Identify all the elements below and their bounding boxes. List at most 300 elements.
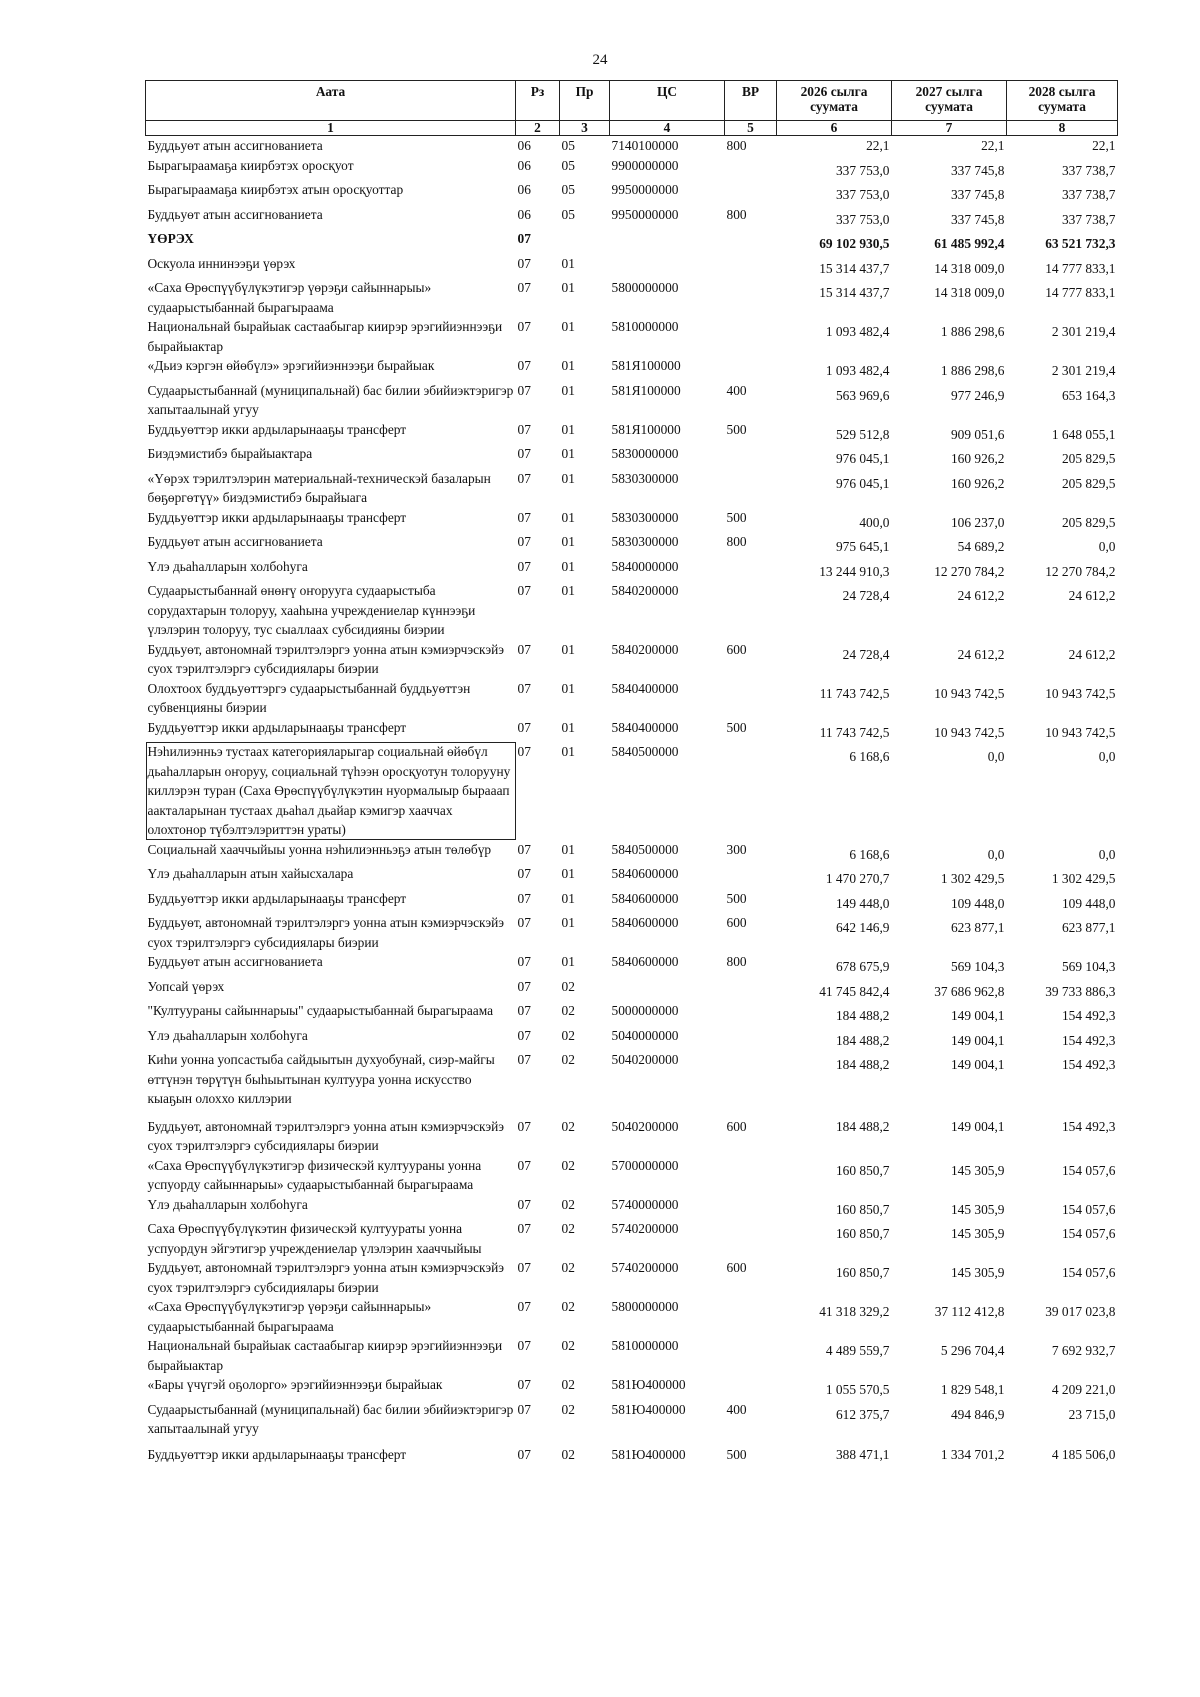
expense-name: Буддьуөттэр икки ардыларынааҕы трансферт	[147, 421, 407, 437]
table-row	[146, 1026, 1118, 1051]
table-row	[146, 742, 1118, 840]
expense-name: Нэһилиэнньэ тустаах категорияларыгар социальнай өйөбүл дьаһалларын оҥоруу, социальнай түһээн оросқуотун толорууну киллэрэн туран (Саха Өрөспүүбүлүкэтин нуормалыыр бырааап аакталарынан тустаах дьаһал дьайар кэмигэр хааччах олохтонор түбэлтэлэриттэн ураты)	[146, 742, 516, 840]
amount-2028: 337 738,7	[1061, 211, 1116, 227]
header-rz: Рз	[516, 81, 560, 121]
section-code: 06	[517, 157, 531, 173]
amount-2028: 39 733 886,3	[1045, 983, 1116, 999]
amount-2026: 160 850,7	[835, 1226, 890, 1241]
table-row	[146, 278, 1118, 317]
table-row	[146, 1400, 1118, 1439]
amount-2026: 149 448,0	[835, 895, 890, 911]
subsection-code: 01	[561, 470, 575, 486]
amount-2026: 184 488,2	[835, 1008, 890, 1023]
amount-2027: 0,0	[987, 749, 1005, 764]
subsection-code: 02	[561, 1196, 575, 1212]
section-code: 07	[517, 255, 531, 271]
amount-2027: 24 612,2	[957, 588, 1005, 603]
section-code: 07	[517, 231, 531, 246]
table-row	[146, 356, 1118, 381]
header-cs: ЦС	[610, 81, 725, 121]
table-row	[146, 1156, 1118, 1195]
amount-2028: 0,0	[1098, 749, 1116, 764]
amount-2026: 4 489 559,7	[825, 1343, 890, 1358]
amount-2027: 14 318 009,0	[934, 260, 1005, 276]
amount-2026: 678 675,9	[835, 959, 890, 974]
expense-name: Киһи уонна уопсастыба сайдыытын духуобунай, сиэр-майгы өттүнэн төрүтүн быһыытынан култуура уонна искусство кыаҕын олоххо киллэрии	[147, 1052, 495, 1106]
amount-2026: 1 093 482,4	[825, 324, 890, 339]
amount-2026: 184 488,2	[835, 1032, 890, 1048]
section-code: 06	[517, 206, 531, 222]
amount-2026: 337 753,0	[835, 211, 890, 227]
section-code: 07	[517, 1052, 531, 1067]
expense-type-code	[725, 742, 777, 840]
expense-name: Биэдэмистибэ бырайыактара	[147, 446, 313, 461]
column-index-row	[146, 121, 1118, 136]
subsection-code: 02	[561, 1338, 575, 1353]
subsection-code: 01	[561, 280, 575, 295]
target-article-code: 9950000000	[611, 206, 679, 222]
amount-2026: 15 314 437,7	[819, 260, 890, 276]
amount-2027: 109 448,0	[950, 895, 1005, 911]
target-article-code: 5840400000	[611, 680, 679, 696]
column-index: 1	[146, 121, 516, 136]
table-row	[146, 508, 1118, 533]
amount-2028: 109 448,0	[1061, 895, 1116, 911]
section-code: 07	[517, 1446, 531, 1462]
subsection-code: 01	[561, 358, 575, 373]
table-row	[146, 1195, 1118, 1220]
subsection-code: 01	[561, 446, 575, 461]
table-row	[146, 1439, 1118, 1465]
amount-2028: 7 692 932,7	[1051, 1343, 1116, 1358]
amount-2026: 24 728,4	[842, 588, 890, 603]
table-row	[146, 229, 1118, 254]
amount-2028: 154 492,3	[1061, 1118, 1116, 1134]
expense-type-code: 600	[726, 1260, 747, 1275]
subsection-code: 01	[561, 421, 575, 437]
page-number: 24	[592, 52, 608, 68]
section-code: 07	[517, 744, 531, 759]
amount-2028: 10 943 742,5	[1045, 685, 1116, 701]
amount-2027: 1 886 298,6	[940, 363, 1005, 378]
amount-2028: 22,1	[1092, 138, 1116, 153]
amount-2027: 160 926,2	[950, 451, 1005, 466]
subsection-code: 01	[561, 382, 575, 398]
target-article-code: 5840600000	[611, 866, 679, 881]
target-article-code: 5840200000	[611, 641, 679, 657]
section-code: 07	[517, 382, 531, 398]
target-article-code: 5840500000	[611, 744, 679, 759]
section-code: 07	[517, 1377, 531, 1392]
expense-name: Буддьуөт атын ассигнованиета	[147, 138, 323, 153]
expense-type-code: 800	[726, 954, 747, 969]
amount-2027: 10 943 742,5	[934, 724, 1005, 740]
amount-2028: 1 648 055,1	[1051, 426, 1116, 442]
header-vr: ВР	[725, 81, 777, 121]
expense-type-code	[725, 557, 777, 582]
section-code: 07	[517, 1157, 531, 1173]
target-article-code: 9950000000	[611, 182, 679, 197]
table-row	[146, 136, 1118, 156]
header-pr: Пр	[560, 81, 610, 121]
section-code: 07	[517, 978, 531, 994]
expense-type-code: 400	[726, 382, 747, 398]
expense-type-code	[725, 679, 777, 718]
amount-2026: 15 314 437,7	[819, 285, 890, 300]
section-code: 07	[517, 358, 531, 373]
amount-2027: 14 318 009,0	[934, 285, 1005, 300]
section-code: 07	[517, 1027, 531, 1043]
expense-name: Национальнай бырайыак састаабыгар киирэр эрэгийиэннээҕи бырайыактар	[147, 319, 503, 354]
amount-2028: 154 492,3	[1061, 1057, 1116, 1072]
amount-2027: 22,1	[981, 138, 1005, 153]
expense-name: «Саха Өрөспүүбүлүкэтигэр физическэй култуураны уонна успуорду сайыннарыы» судаарыстыбаннай бырагыраама	[147, 1157, 482, 1192]
expense-type-code	[725, 229, 777, 254]
section-code: 07	[517, 680, 531, 696]
amount-2027: 977 246,9	[950, 387, 1005, 403]
table-row	[146, 1375, 1118, 1400]
table-row	[146, 581, 1118, 640]
amount-2026: 6 168,6	[849, 749, 890, 764]
section-code: 06	[517, 138, 531, 153]
subsection-code: 01	[561, 680, 575, 696]
target-article-code: 5740200000	[611, 1260, 679, 1275]
amount-2026: 22,1	[866, 138, 890, 153]
amount-2027: 37 686 962,8	[934, 983, 1005, 999]
target-article-code	[610, 254, 725, 279]
subsection-code: 01	[561, 744, 575, 759]
target-article-code: 5800000000	[611, 1299, 679, 1314]
table-row	[146, 1109, 1118, 1156]
amount-2027: 1 334 701,2	[940, 1446, 1005, 1462]
amount-2028: 10 943 742,5	[1045, 724, 1116, 740]
target-article-code: 9900000000	[611, 157, 679, 173]
target-article-code: 581Ю400000	[611, 1446, 686, 1462]
amount-2027: 149 004,1	[950, 1008, 1005, 1023]
amount-2026: 976 045,1	[835, 475, 890, 491]
target-article-code: 5000000000	[611, 1003, 679, 1018]
target-article-code: 7140100000	[611, 138, 679, 153]
subsection-code: 01	[561, 509, 575, 525]
amount-2026: 975 645,1	[835, 539, 890, 554]
amount-2028: 14 777 833,1	[1045, 285, 1116, 300]
table-row	[146, 254, 1118, 279]
subsection-code: 01	[561, 719, 575, 735]
target-article-code: 5830300000	[611, 509, 679, 525]
expense-name: Буддьуөт, автономнай тэрилтэлэргэ уонна атын кэмиэрчэскэйэ суох тэрилтэлэргэ субсидиялары биэрии	[147, 1118, 505, 1153]
subsection-code: 01	[561, 558, 575, 574]
amount-2027: 54 689,2	[957, 539, 1005, 554]
expense-name: Национальнай бырайыак састаабыгар киирэр эрэгийиэннээҕи бырайыактар	[147, 1338, 503, 1373]
amount-2028: 0,0	[1098, 846, 1116, 862]
target-article-code: 5840600000	[611, 890, 679, 906]
amount-2027: 37 112 412,8	[934, 1304, 1005, 1319]
target-article-code: 5840600000	[611, 954, 679, 969]
table-row	[146, 1050, 1118, 1109]
subsection-code: 02	[561, 1052, 575, 1067]
subsection-code: 02	[561, 1027, 575, 1043]
expense-type-code: 500	[726, 719, 747, 735]
column-index: 6	[777, 121, 892, 136]
column-index: 8	[1007, 121, 1118, 136]
subsection-code: 05	[561, 206, 575, 222]
amount-2027: 1 886 298,6	[940, 324, 1005, 339]
section-code: 07	[517, 534, 531, 549]
target-article-code: 581Я100000	[611, 421, 681, 437]
expense-name: Судаарыстыбаннай (муниципальнай) бас билии эбийиэктэригэр хапытаалынай угуу	[147, 382, 514, 417]
target-article-code: 5810000000	[611, 319, 679, 334]
subsection-code: 01	[561, 319, 575, 334]
amount-2028: 154 057,6	[1061, 1162, 1116, 1178]
amount-2028: 623 877,1	[1061, 920, 1116, 935]
amount-2026: 388 471,1	[835, 1446, 890, 1462]
table-row	[146, 864, 1118, 889]
amount-2026: 337 753,0	[835, 187, 890, 202]
target-article-code: 5740000000	[611, 1196, 679, 1212]
amount-2027: 0,0	[987, 846, 1005, 862]
amount-2028: 154 057,6	[1061, 1265, 1116, 1280]
amount-2027: 1 829 548,1	[940, 1382, 1005, 1397]
amount-2028: 205 829,5	[1061, 475, 1116, 491]
expense-type-code	[725, 977, 777, 1002]
expense-name: Оскуола иннинээҕи үөрэх	[147, 255, 296, 271]
subsection-code: 01	[561, 583, 575, 598]
expense-name: Бырагыраамаҕа киирбэтэх атын оросқуоттар	[147, 182, 404, 197]
table-row	[146, 156, 1118, 181]
section-code: 07	[517, 1221, 531, 1236]
expense-name: Саха Өрөспүүбүлүкэтин физическэй култуураты уонна успуордун эйгэтигэр учреждениелар үлэлэрин хааччыйыы	[147, 1221, 482, 1256]
target-article-code: 5040000000	[611, 1027, 679, 1043]
target-article-code: 581Я100000	[611, 382, 681, 398]
expense-name: «Саха Өрөспүүбүлүкэтигэр үөрэҕи сайыннарыы» судаарыстыбаннай бырагыраама	[147, 1299, 432, 1334]
amount-2026: 337 753,0	[835, 162, 890, 178]
amount-2026: 184 488,2	[835, 1057, 890, 1072]
amount-2026: 11 743 742,5	[819, 724, 890, 740]
amount-2028: 23 715,0	[1068, 1406, 1116, 1422]
expense-name: Буддьуөттэр икки ардыларынааҕы трансферт	[147, 509, 407, 525]
section-code: 07	[517, 1260, 531, 1275]
table-row	[146, 557, 1118, 582]
amount-2026: 1 055 570,5	[825, 1382, 890, 1397]
amount-2028: 154 057,6	[1061, 1226, 1116, 1241]
section-code: 07	[517, 841, 531, 857]
amount-2027: 145 305,9	[950, 1226, 1005, 1241]
amount-2028: 337 738,7	[1061, 162, 1116, 178]
amount-2026: 184 488,2	[835, 1118, 890, 1134]
target-article-code: 5840400000	[611, 719, 679, 735]
table-row	[146, 640, 1118, 679]
expense-type-code	[725, 254, 777, 279]
subsection-code: 02	[561, 1118, 575, 1134]
section-code: 07	[517, 866, 531, 881]
section-code: 07	[517, 558, 531, 574]
header-2028: 2028 сылга суумата	[1007, 81, 1118, 121]
expense-name: Буддьуөт атын ассигнованиета	[147, 206, 323, 222]
subsection-code: 01	[561, 954, 575, 969]
column-index: 3	[560, 121, 610, 136]
header-name: Аата	[146, 81, 516, 121]
target-article-code: 5830300000	[611, 470, 679, 486]
target-article-code: 5740200000	[611, 1221, 679, 1236]
amount-2028: 154 492,3	[1061, 1032, 1116, 1048]
amount-2028: 653 164,3	[1061, 387, 1116, 403]
target-article-code: 5840500000	[611, 841, 679, 857]
expense-name: Социальнай хааччыйыы уонна нэһилиэнньэҕэ атын төлөбүр	[147, 841, 492, 857]
expense-type-code	[725, 317, 777, 356]
amount-2028: 24 612,2	[1068, 588, 1116, 603]
column-index: 5	[725, 121, 777, 136]
target-article-code: 5040200000	[611, 1118, 679, 1134]
amount-2026: 69 102 930,5	[819, 236, 890, 251]
amount-2027: 1 302 429,5	[940, 871, 1005, 886]
table-row	[146, 317, 1118, 356]
table-row	[146, 913, 1118, 952]
section-code: 07	[517, 915, 531, 930]
section-code: 07	[517, 1299, 531, 1314]
subsection-code: 05	[561, 157, 575, 173]
amount-2028: 1 302 429,5	[1051, 871, 1116, 886]
section-code: 07	[517, 719, 531, 735]
amount-2028: 154 057,6	[1061, 1201, 1116, 1217]
amount-2026: 11 743 742,5	[819, 685, 890, 701]
expense-type-code: 300	[726, 841, 747, 857]
subsection-code: 05	[561, 182, 575, 197]
amount-2027: 623 877,1	[950, 920, 1005, 935]
expense-name: Үлэ дьаһалларын холбоһуга	[147, 558, 308, 574]
subsection-code: 02	[561, 1299, 575, 1314]
target-article-code: 5800000000	[611, 280, 679, 295]
expense-name: Буддьуөт атын ассигнованиета	[147, 954, 323, 969]
expense-name: Үлэ дьаһалларын атын хайысхалара	[147, 866, 354, 881]
amount-2028: 4 185 506,0	[1051, 1446, 1116, 1462]
expense-name: Буддьуөт, автономнай тэрилтэлэргэ уонна атын кэмиэрчэскэйэ суох тэрилтэлэргэ субсидиялары биэрии	[147, 641, 505, 676]
amount-2028: 337 738,7	[1061, 187, 1116, 202]
section-code: 07	[517, 1118, 531, 1134]
amount-2028: 24 612,2	[1068, 646, 1116, 662]
section-code: 07	[517, 509, 531, 525]
expense-name: "Култуураны сайыннарыы" судаарыстыбаннай бырагыраама	[147, 1003, 494, 1018]
amount-2026: 1 093 482,4	[825, 363, 890, 378]
subsection-code: 02	[561, 978, 575, 994]
section-code: 07	[517, 421, 531, 437]
amount-2027: 160 926,2	[950, 475, 1005, 491]
table-row	[146, 444, 1118, 469]
section-code: 07	[517, 583, 531, 598]
amount-2026: 160 850,7	[835, 1201, 890, 1217]
expense-type-code	[725, 469, 777, 508]
amount-2027: 12 270 784,2	[934, 563, 1005, 579]
expense-name: Үлэ дьаһалларын холбоһуга	[147, 1196, 308, 1212]
amount-2026: 642 146,9	[835, 920, 890, 935]
amount-2027: 494 846,9	[950, 1406, 1005, 1422]
table-row	[146, 718, 1118, 743]
subsection-code: 01	[561, 866, 575, 881]
expense-type-code: 800	[726, 206, 747, 222]
amount-2026: 6 168,6	[849, 846, 890, 862]
subsection-code: 01	[561, 534, 575, 549]
amount-2028: 0,0	[1098, 539, 1116, 554]
amount-2026: 160 850,7	[835, 1162, 890, 1178]
expense-name: Буддьуөт, автономнай тэрилтэлэргэ уонна атын кэмиэрчэскэйэ суох тэрилтэлэргэ субсидиялары биэрии	[147, 915, 505, 950]
amount-2027: 145 305,9	[950, 1201, 1005, 1217]
amount-2028: 205 829,5	[1061, 451, 1116, 466]
amount-2028: 12 270 784,2	[1045, 563, 1116, 579]
amount-2027: 24 612,2	[957, 646, 1005, 662]
amount-2027: 145 305,9	[950, 1265, 1005, 1280]
expense-name: Уопсай үөрэх	[147, 978, 225, 994]
expense-name: Буддьуөт, автономнай тэрилтэлэргэ уонна атын кэмиэрчэскэйэ суох тэрилтэлэргэ субсидиялары биэрии	[147, 1260, 505, 1295]
section-code: 07	[517, 470, 531, 486]
subsection-code: 02	[561, 1221, 575, 1236]
table-row	[146, 1258, 1118, 1297]
amount-2027: 106 237,0	[950, 514, 1005, 530]
section-code: 07	[517, 954, 531, 969]
expense-type-code	[725, 1001, 777, 1026]
target-article-code	[610, 977, 725, 1002]
expense-type-code	[725, 1026, 777, 1051]
table-row	[146, 977, 1118, 1002]
expense-type-code: 500	[726, 509, 747, 525]
subsection-code: 01	[561, 841, 575, 857]
target-article-code	[610, 229, 725, 254]
amount-2027: 149 004,1	[950, 1032, 1005, 1048]
target-article-code: 5040200000	[611, 1052, 679, 1067]
expense-type-code	[725, 864, 777, 889]
subsection-code: 02	[561, 1003, 575, 1018]
subsection-code: 01	[561, 641, 575, 657]
amount-2028: 205 829,5	[1061, 514, 1116, 530]
table-row	[146, 420, 1118, 445]
table-row	[146, 679, 1118, 718]
table-row	[146, 381, 1118, 420]
target-article-code: 581Ю400000	[611, 1377, 686, 1392]
amount-2028: 2 301 219,4	[1051, 363, 1116, 378]
amount-2027: 145 305,9	[950, 1162, 1005, 1178]
target-article-code: 5840600000	[611, 915, 679, 930]
section-code: 07	[517, 1401, 531, 1417]
target-article-code: 5810000000	[611, 1338, 679, 1353]
expense-type-code: 500	[726, 890, 747, 906]
amount-2026: 400,0	[859, 514, 890, 530]
table-row	[146, 889, 1118, 914]
table-row	[146, 180, 1118, 205]
amount-2027: 149 004,1	[950, 1118, 1005, 1134]
subsection-code: 02	[561, 1446, 575, 1462]
amount-2027: 10 943 742,5	[934, 685, 1005, 701]
expense-name: Судаарыстыбаннай өнөҥү оҥорууга судаарыстыба сорудахтарын толоруу, хааһына учреждениелар күннээҕи үлэлэрин толоруу, тус сыаллаах субсидияны биэрии	[147, 583, 476, 637]
expense-name: Бырагыраамаҕа киирбэтэх оросқуот	[147, 157, 354, 173]
expense-type-code	[725, 581, 777, 640]
amount-2026: 1 470 270,7	[825, 871, 890, 886]
expense-type-code	[725, 1219, 777, 1258]
target-article-code: 5830000000	[611, 446, 679, 461]
amount-2028: 63 521 732,3	[1045, 236, 1116, 251]
target-article-code: 5830300000	[611, 534, 679, 549]
expense-type-code: 400	[726, 1401, 747, 1417]
amount-2026: 41 745 842,4	[819, 983, 890, 999]
table-row	[146, 840, 1118, 865]
subsection-code: 05	[561, 138, 575, 153]
expense-name: Буддьуөттэр икки ардыларынааҕы трансферт	[147, 1446, 407, 1462]
expense-type-code	[725, 356, 777, 381]
section-code: 07	[517, 319, 531, 334]
section-code: 07	[517, 446, 531, 461]
column-index: 7	[892, 121, 1007, 136]
section-code: 06	[517, 182, 531, 197]
amount-2026: 41 318 329,2	[819, 1304, 890, 1319]
expense-type-code: 800	[726, 138, 747, 153]
amount-2027: 337 745,8	[950, 162, 1005, 178]
